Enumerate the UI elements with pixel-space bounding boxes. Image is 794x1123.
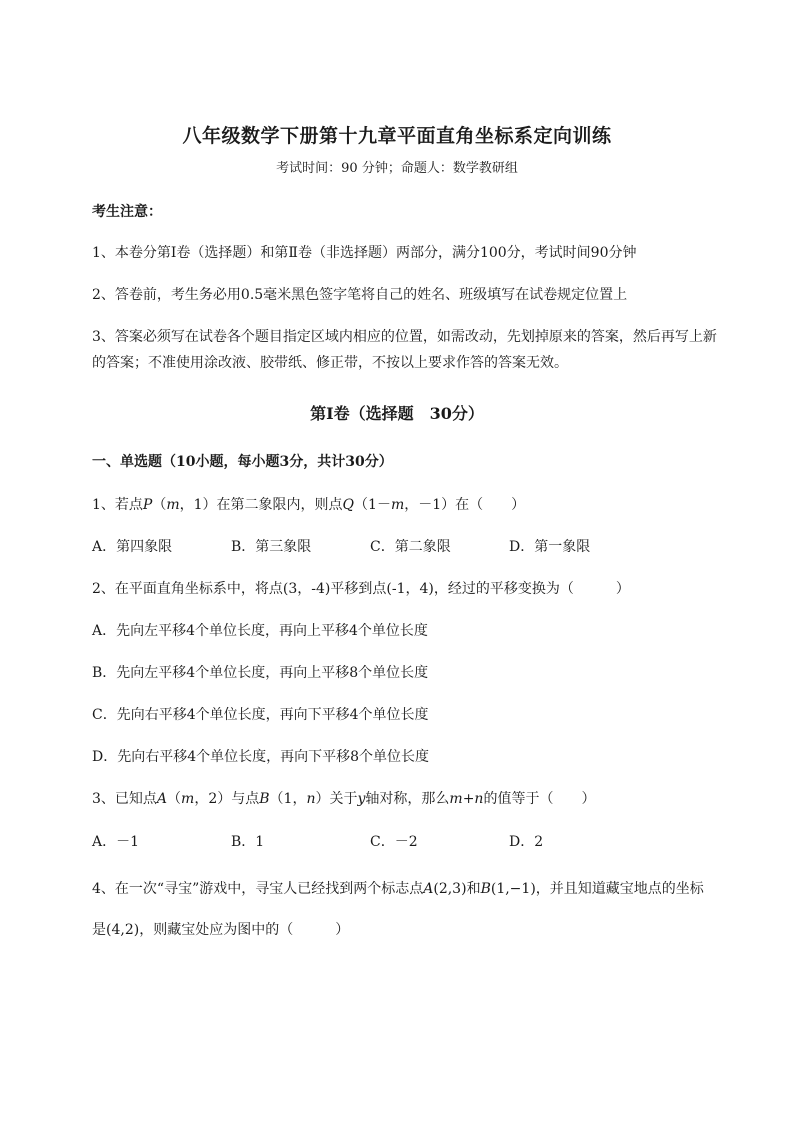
question-2-option-c: C．先向右平移4个单位长度，再向下平移4个单位长度	[92, 707, 429, 723]
notice-item-3: 3、答案必须写在试卷各个题目指定区域内相应的位置，如需改动，先划掉原来的答案，然后再写上新	[92, 329, 717, 345]
question-1-stem: 1、若点P（m，1）在第二象限内，则点Q（1－m，－1）在（ ）	[92, 497, 526, 513]
question-2-stem: 2、在平面直角坐标系中，将点(3，-4)平移到点(-1，4)，经过的平移变换为（ ）	[92, 581, 630, 597]
question-1-option-b: B．第三象限	[231, 539, 312, 555]
question-1-option-a: A．第四象限	[92, 539, 173, 555]
question-3-option-d: D．2	[509, 834, 544, 850]
notice-heading: 考生注意：	[92, 204, 162, 220]
question-1-option-d: D．第一象限	[509, 539, 591, 555]
notice-item-3-continued: 的答案；不准使用涂改液、胶带纸、修正带，不按以上要求作答的答案无效。	[92, 355, 568, 371]
question-3-option-c: C．－2	[370, 834, 418, 850]
question-4-stem-line-2: 是(4,2)，则藏宝处应为图中的（ ）	[92, 922, 350, 938]
exam-info: 考试时间：90 分钟；命题人：数学教研组	[276, 161, 518, 176]
notice-item-1: 1、本卷分第Ⅰ卷（选择题）和第Ⅱ卷（非选择题）两部分，满分100分，考试时间90分钟	[92, 245, 637, 261]
page-title: 八年级数学下册第十九章平面直角坐标系定向训练	[182, 125, 612, 147]
question-4-stem-line-1: 4、在一次“寻宝”游戏中，寻宝人已经找到两个标志点A(2,3)和B(1,−1)，并且知道藏宝地点的坐标	[92, 881, 704, 897]
question-2-option-b: B．先向左平移4个单位长度，再向上平移8个单位长度	[92, 665, 429, 681]
question-2-option-d: D．先向右平移4个单位长度，再向下平移8个单位长度	[92, 749, 430, 765]
section-title: 第Ⅰ卷（选择题 30分）	[310, 404, 484, 423]
question-3-stem: 3、已知点A（m，2）与点B（1，n）关于y轴对称，那么m+n的值等于（ ）	[92, 791, 596, 807]
part-heading: 一、单选题（10小题，每小题3分，共计30分）	[92, 454, 393, 470]
question-3-option-b: B．1	[231, 834, 265, 850]
notice-item-2: 2、答卷前，考生务必用0.5毫米黑色签字笔将自己的姓名、班级填写在试卷规定位置上	[92, 287, 628, 303]
question-1-option-c: C．第二象限	[370, 539, 451, 555]
question-2-option-a: A．先向左平移4个单位长度，再向上平移4个单位长度	[92, 623, 428, 639]
question-3-option-a: A．－1	[92, 834, 140, 850]
